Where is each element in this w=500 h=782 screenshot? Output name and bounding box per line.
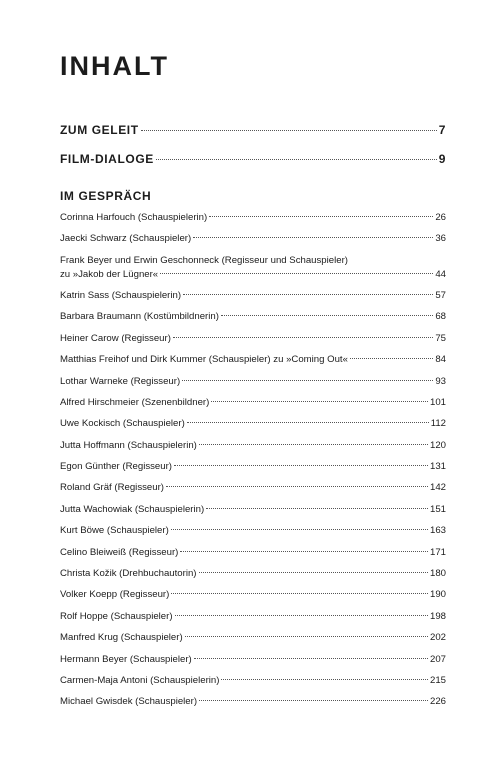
dot-leader [171, 529, 428, 530]
toc-entry-line [60, 290, 446, 304]
toc-entry-line [60, 461, 446, 475]
toc-entry-label: Roland Gräf (Regisseur) [60, 482, 164, 494]
toc-entry[interactable] [60, 611, 446, 625]
toc-entry-page: 44 [435, 268, 446, 280]
dot-leader [193, 237, 433, 238]
toc-entry-label: Michael Gwisdek (Schauspieler) [60, 696, 198, 708]
toc-entry-label: Hermann Beyer (Schauspieler) [60, 653, 192, 665]
toc-entry[interactable] [60, 333, 446, 347]
toc-entry-line [60, 632, 446, 646]
dot-leader [199, 444, 428, 445]
dot-leader [194, 658, 428, 659]
dot-leader [350, 358, 433, 359]
toc-entry[interactable] [60, 547, 446, 561]
toc-entry-page: 151 [429, 503, 446, 515]
toc-entry-line [60, 233, 446, 247]
toc-entry-line [60, 525, 446, 539]
toc-entry-line [60, 654, 446, 668]
toc-entry[interactable] [60, 212, 446, 226]
toc-entry[interactable] [60, 589, 446, 603]
page-title: INHALT [60, 51, 169, 81]
toc-entry-page: 84 [435, 354, 446, 366]
toc-entry-label: zu »Jakob der Lügner« [60, 268, 159, 280]
dot-leader [182, 380, 433, 381]
toc-entry[interactable] [60, 233, 446, 247]
dot-leader [199, 572, 428, 573]
dot-leader [187, 422, 429, 423]
dot-leader [180, 551, 428, 552]
toc-entry-line [60, 311, 446, 325]
toc-entry-label: Barbara Braumann (Kostümbildnerin) [60, 311, 219, 323]
dot-leader [221, 315, 433, 316]
toc-entry-line [60, 589, 446, 603]
toc-entry[interactable] [60, 418, 446, 432]
dot-leader [156, 159, 437, 160]
toc-entry-label: Carmen-Maja Antoni (Schauspielerin) [60, 675, 220, 686]
toc-entry-label: Jutta Wachowiak (Schauspielerin) [60, 503, 205, 515]
toc-entry-line [60, 397, 446, 411]
toc-entry[interactable] [60, 376, 446, 390]
toc-entry[interactable] [60, 255, 446, 283]
toc-entry-line [60, 269, 446, 283]
toc-entry-line [60, 333, 446, 347]
toc-entry-line [60, 568, 446, 582]
dot-leader [173, 337, 433, 338]
toc-entry-label: Lothar Warneke (Regisseur) [60, 375, 181, 387]
toc-entry-line [60, 611, 446, 625]
toc-entry[interactable] [60, 654, 446, 668]
toc-entry-page: 36 [435, 233, 446, 245]
toc-entry-film-dialoge[interactable] [60, 152, 446, 166]
toc-entry-label: ZUM GELEIT [60, 123, 139, 137]
toc-entry-label: Alfred Hirschmeier (Szenenbildner) [60, 396, 210, 408]
toc-entry-zum-geleit[interactable] [60, 123, 446, 137]
interview-list [60, 212, 446, 718]
toc-entry-line [60, 696, 446, 710]
dot-leader [175, 615, 428, 616]
toc-entry-page: 142 [429, 482, 446, 494]
toc-entry[interactable] [60, 696, 446, 710]
toc-entry-label: Uwe Kockisch (Schauspieler) [60, 418, 185, 430]
section-heading: IM GESPRÄCH [60, 189, 152, 203]
dot-leader [171, 593, 428, 594]
toc-entry-page: 93 [435, 375, 446, 387]
toc-entry-label: Jaecki Schwarz (Schauspieler) [60, 233, 192, 245]
dot-leader [221, 679, 428, 680]
toc-entry-page: 171 [429, 546, 446, 558]
toc-entry-label: Matthias Freihof und Dirk Kummer (Schauspieler) zu »Coming Out« [60, 354, 348, 366]
toc-entry-page: 207 [429, 653, 446, 665]
toc-entry[interactable] [60, 504, 446, 518]
toc-entry-label: Christa Kožik (Drehbuchautorin) [60, 568, 197, 580]
toc-entry-label: Heiner Carow (Regisseur) [60, 332, 171, 344]
toc-entry-page: 112 [430, 418, 446, 430]
toc-entry[interactable] [60, 632, 446, 646]
toc-entry-page: 163 [429, 525, 446, 537]
toc-entry-page: 26 [435, 212, 446, 223]
toc-entry-page: 120 [429, 439, 446, 451]
toc-entry-label: Egon Günther (Regisseur) [60, 461, 172, 473]
dot-leader [206, 508, 428, 509]
toc-entry-label: Celino Bleiweiß (Regisseur) [60, 546, 179, 558]
toc-entry-label: Corinna Harfouch (Schauspielerin) [60, 212, 208, 223]
toc-entry-page: 131 [429, 461, 446, 473]
toc-entry-line [60, 675, 446, 689]
toc-entry[interactable] [60, 482, 446, 496]
dot-leader [183, 294, 433, 295]
toc-entry-label: Rolf Hoppe (Schauspieler) [60, 610, 173, 622]
toc-entry-page: 180 [429, 568, 446, 580]
toc-entry-label: Katrin Sass (Schauspielerin) [60, 289, 182, 301]
dot-leader [185, 636, 428, 637]
toc-entry-line [60, 547, 446, 561]
toc-entry[interactable] [60, 440, 446, 454]
dot-leader [199, 700, 428, 701]
toc-entry-page: 226 [429, 696, 446, 708]
toc-entry[interactable] [60, 354, 446, 368]
toc-entry[interactable] [60, 311, 446, 325]
toc-entry-page: 75 [435, 332, 446, 344]
toc-entry-page: 68 [435, 311, 446, 323]
toc-entry[interactable] [60, 397, 446, 411]
toc-entry-label: Jutta Hoffmann (Schauspielerin) [60, 439, 197, 451]
toc-entry-page: 198 [429, 610, 446, 622]
toc-entry[interactable] [60, 675, 446, 689]
toc-entry[interactable] [60, 290, 446, 304]
toc-entry-line [60, 418, 446, 432]
toc-entry-label: FILM-DIALOGE [60, 152, 154, 166]
toc-entry-page: 202 [429, 632, 446, 644]
toc-entry-label: Volker Koepp (Regisseur) [60, 589, 170, 601]
toc-entry[interactable] [60, 461, 446, 475]
toc-entry-line [60, 482, 446, 496]
toc-entry-page: 190 [429, 589, 446, 601]
toc-entry-label: Kurt Böwe (Schauspieler) [60, 525, 169, 537]
dot-leader [141, 130, 437, 131]
toc-entry[interactable] [60, 525, 446, 539]
toc-entry-line [60, 504, 446, 518]
dot-leader [160, 273, 433, 274]
toc-entry[interactable] [60, 568, 446, 582]
toc-entry-line [60, 212, 446, 226]
dot-leader [209, 216, 433, 217]
toc-entry-line [60, 354, 446, 368]
dot-leader [211, 401, 428, 402]
dot-leader [166, 486, 428, 487]
toc-entry-page: 9 [438, 152, 446, 166]
toc-entry-label: Manfred Krug (Schauspieler) [60, 632, 183, 644]
dot-leader [174, 465, 428, 466]
toc-entry-line [60, 440, 446, 454]
toc-entry-line [60, 376, 446, 390]
toc-entry-label-line1: Frank Beyer und Erwin Geschonneck (Regisseur und Schauspieler) [60, 254, 348, 266]
toc-entry-page: 215 [429, 675, 446, 686]
toc-entry-page: 101 [429, 396, 446, 408]
toc-entry-page: 57 [435, 289, 446, 301]
toc-entry-page: 7 [438, 123, 446, 137]
